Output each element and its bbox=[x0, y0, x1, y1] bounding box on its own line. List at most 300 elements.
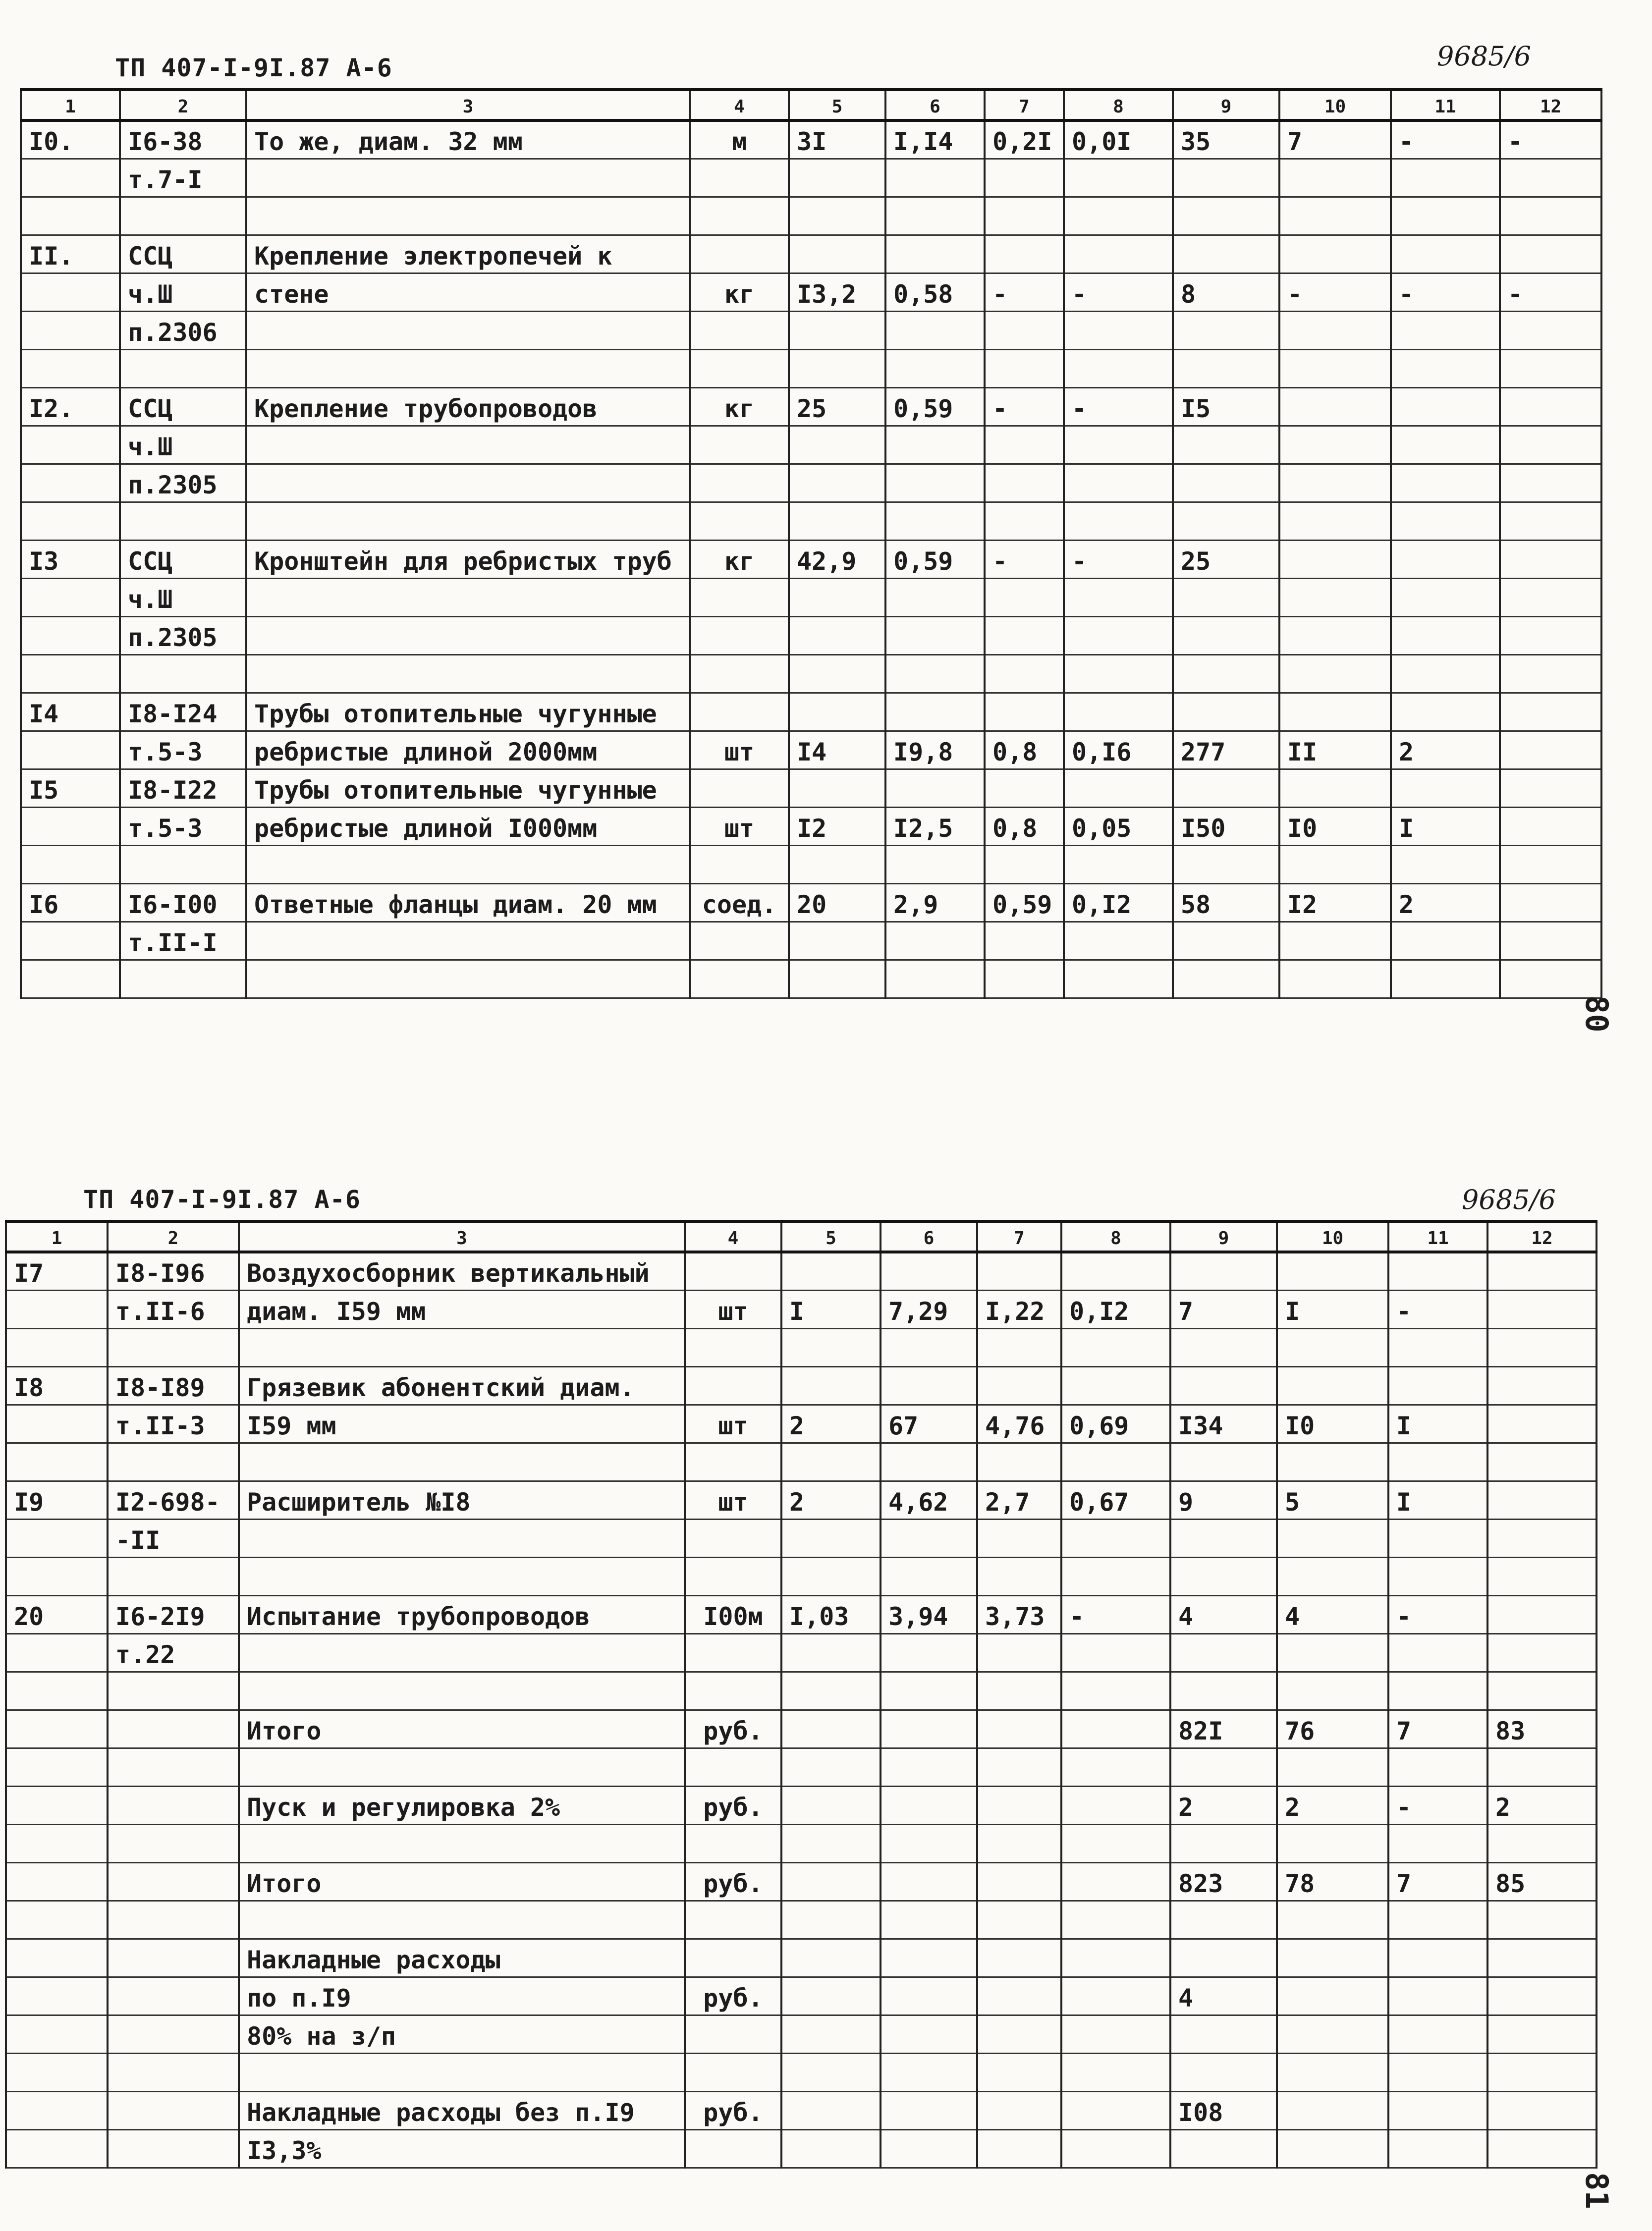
cell-col-1 bbox=[6, 1901, 108, 1939]
cell-col-5: 42,9 bbox=[789, 540, 885, 578]
cell-col-1: II. bbox=[21, 235, 120, 273]
column-header-3: 3 bbox=[239, 1221, 685, 1252]
cell-col-9: I5 bbox=[1173, 387, 1279, 426]
cell-col-8: 0,I6 bbox=[1064, 731, 1173, 769]
cell-col-7 bbox=[977, 1862, 1061, 1901]
cell-col-2: п.2305 bbox=[120, 464, 246, 502]
cell-col-10 bbox=[1279, 578, 1391, 616]
cell-col-6 bbox=[885, 769, 985, 807]
cell-col-2 bbox=[108, 2091, 239, 2129]
table-row bbox=[21, 731, 1601, 769]
cell-col-11 bbox=[1391, 197, 1500, 235]
cell-col-9 bbox=[1170, 1366, 1277, 1405]
cell-col-1 bbox=[21, 654, 120, 693]
cell-col-4 bbox=[690, 426, 789, 464]
cell-col-8 bbox=[1064, 311, 1173, 349]
cell-col-1 bbox=[6, 2091, 108, 2129]
cell-col-9 bbox=[1173, 693, 1279, 731]
cell-col-2 bbox=[108, 1557, 239, 1595]
cell-col-5 bbox=[781, 1557, 881, 1595]
cell-col-10 bbox=[1277, 1366, 1388, 1405]
cell-col-8 bbox=[1064, 693, 1173, 731]
cell-col-10 bbox=[1277, 1443, 1388, 1481]
cell-col-3 bbox=[246, 578, 690, 616]
sheet-1-page-number: 80 bbox=[1578, 995, 1615, 1033]
sheet-1-doc-number: 9685/6 bbox=[1437, 41, 1531, 72]
cell-col-11 bbox=[1391, 922, 1500, 960]
cell-col-12 bbox=[1487, 1519, 1597, 1557]
cell-col-3 bbox=[239, 1633, 685, 1672]
cell-col-8 bbox=[1061, 1328, 1170, 1366]
cell-col-6 bbox=[885, 922, 985, 960]
cell-col-1 bbox=[6, 1748, 108, 1786]
cell-col-6 bbox=[885, 349, 985, 387]
table-row bbox=[6, 1748, 1597, 1786]
cell-col-11 bbox=[1391, 616, 1500, 654]
cell-col-4 bbox=[685, 2015, 781, 2053]
cell-col-3: I3,3% bbox=[239, 2129, 685, 2168]
cell-col-6: 0,59 bbox=[885, 540, 985, 578]
cell-col-3 bbox=[246, 464, 690, 502]
cell-col-2: I2-698- bbox=[108, 1481, 239, 1519]
cell-col-7: 4,76 bbox=[977, 1405, 1061, 1443]
cell-col-12 bbox=[1487, 2129, 1597, 2168]
cell-col-2: I8-I22 bbox=[120, 769, 246, 807]
cell-col-9 bbox=[1173, 654, 1279, 693]
column-header-9: 9 bbox=[1170, 1221, 1277, 1252]
cell-col-6: I,I4 bbox=[885, 120, 985, 159]
table-row bbox=[6, 1290, 1597, 1328]
cell-col-12 bbox=[1487, 1557, 1597, 1595]
cell-col-2 bbox=[120, 349, 246, 387]
cell-col-6: 2,9 bbox=[885, 883, 985, 922]
cell-col-12 bbox=[1500, 693, 1601, 731]
cell-col-5 bbox=[781, 1710, 881, 1748]
cell-col-11 bbox=[1388, 2015, 1487, 2053]
cell-col-10 bbox=[1277, 1519, 1388, 1557]
table-row bbox=[21, 502, 1601, 540]
cell-col-4 bbox=[685, 1748, 781, 1786]
cell-col-6: 67 bbox=[881, 1405, 977, 1443]
cell-col-10: 76 bbox=[1277, 1710, 1388, 1748]
cell-col-2: I8-I89 bbox=[108, 1366, 239, 1405]
cell-col-3: Итого bbox=[239, 1862, 685, 1901]
cell-col-11 bbox=[1391, 235, 1500, 273]
cell-col-8 bbox=[1064, 616, 1173, 654]
cell-col-11 bbox=[1391, 349, 1500, 387]
cell-col-4 bbox=[685, 1557, 781, 1595]
cell-col-4 bbox=[690, 922, 789, 960]
cell-col-1 bbox=[21, 311, 120, 349]
column-header-11: 11 bbox=[1388, 1221, 1487, 1252]
cell-col-4 bbox=[685, 1519, 781, 1557]
table-row bbox=[21, 120, 1601, 159]
cell-col-3: Испытание трубопроводов bbox=[239, 1595, 685, 1633]
cell-col-7 bbox=[985, 197, 1064, 235]
cell-col-5: I4 bbox=[789, 731, 885, 769]
cell-col-9 bbox=[1170, 2129, 1277, 2168]
cell-col-11: - bbox=[1388, 1595, 1487, 1633]
cell-col-8: 0,69 bbox=[1061, 1405, 1170, 1443]
cell-col-4 bbox=[685, 1633, 781, 1672]
cell-col-8: 0,67 bbox=[1061, 1481, 1170, 1519]
cell-col-3: стене bbox=[246, 273, 690, 311]
cell-col-3: Расширитель №I8 bbox=[239, 1481, 685, 1519]
cell-col-3 bbox=[239, 1748, 685, 1786]
cell-col-11 bbox=[1391, 845, 1500, 883]
cell-col-9 bbox=[1170, 1939, 1277, 1977]
cell-col-12 bbox=[1500, 311, 1601, 349]
cell-col-2 bbox=[108, 2053, 239, 2091]
cell-col-1 bbox=[6, 1443, 108, 1481]
table-row bbox=[21, 235, 1601, 273]
cell-col-2 bbox=[108, 1672, 239, 1710]
cell-col-10 bbox=[1279, 349, 1391, 387]
cell-col-11: 2 bbox=[1391, 731, 1500, 769]
cell-col-2: т.5-3 bbox=[120, 807, 246, 845]
cell-col-4: кг bbox=[690, 273, 789, 311]
cell-col-8 bbox=[1064, 159, 1173, 197]
cell-col-7 bbox=[985, 426, 1064, 464]
cell-col-10: 5 bbox=[1277, 1481, 1388, 1519]
cell-col-5 bbox=[781, 2091, 881, 2129]
cell-col-4 bbox=[690, 960, 789, 998]
cell-col-1: I7 bbox=[6, 1252, 108, 1290]
cell-col-5 bbox=[781, 1519, 881, 1557]
cell-col-5 bbox=[781, 1977, 881, 2015]
cell-col-7: - bbox=[985, 273, 1064, 311]
cell-col-7: 0,59 bbox=[985, 883, 1064, 922]
cell-col-8 bbox=[1061, 2129, 1170, 2168]
column-header-1: 1 bbox=[21, 90, 120, 120]
cell-col-5 bbox=[781, 2053, 881, 2091]
table-row bbox=[6, 2091, 1597, 2129]
cell-col-4: шт bbox=[690, 807, 789, 845]
table-row bbox=[21, 578, 1601, 616]
cell-col-11 bbox=[1388, 1901, 1487, 1939]
cell-col-11 bbox=[1388, 2053, 1487, 2091]
cell-col-4: шт bbox=[685, 1481, 781, 1519]
cell-col-6 bbox=[881, 1710, 977, 1748]
cell-col-5 bbox=[789, 769, 885, 807]
cell-col-5 bbox=[789, 616, 885, 654]
cell-col-8 bbox=[1064, 235, 1173, 273]
cell-col-1: I4 bbox=[21, 693, 120, 731]
cell-col-2: ч.Ш bbox=[120, 273, 246, 311]
cell-col-12 bbox=[1500, 807, 1601, 845]
cell-col-3 bbox=[239, 1824, 685, 1862]
cell-col-9: I08 bbox=[1170, 2091, 1277, 2129]
table-row bbox=[6, 1366, 1597, 1405]
cell-col-7 bbox=[985, 693, 1064, 731]
cell-col-5: I2 bbox=[789, 807, 885, 845]
cell-col-6 bbox=[885, 693, 985, 731]
table-row bbox=[6, 1557, 1597, 1595]
cell-col-7 bbox=[977, 2053, 1061, 2091]
cell-col-1: I5 bbox=[21, 769, 120, 807]
cell-col-7 bbox=[977, 1633, 1061, 1672]
cell-col-8 bbox=[1061, 1786, 1170, 1824]
cell-col-11: - bbox=[1391, 273, 1500, 311]
cell-col-4: соед. bbox=[690, 883, 789, 922]
cell-col-10: I bbox=[1277, 1290, 1388, 1328]
cell-col-11 bbox=[1388, 1748, 1487, 1786]
cell-col-9: 35 bbox=[1173, 120, 1279, 159]
cell-col-12: - bbox=[1500, 120, 1601, 159]
cell-col-2: I6-38 bbox=[120, 120, 246, 159]
cell-col-2 bbox=[120, 502, 246, 540]
cell-col-1: I6 bbox=[21, 883, 120, 922]
column-header-7: 7 bbox=[985, 90, 1064, 120]
cell-col-12 bbox=[1487, 1366, 1597, 1405]
cell-col-1 bbox=[6, 2053, 108, 2091]
cell-col-2 bbox=[108, 1901, 239, 1939]
estimate-sheet-2 bbox=[0, 1154, 1652, 2231]
cell-col-9 bbox=[1170, 1748, 1277, 1786]
cell-col-9: 7 bbox=[1170, 1290, 1277, 1328]
cell-col-3 bbox=[239, 1672, 685, 1710]
cell-col-10 bbox=[1279, 311, 1391, 349]
cell-col-6: 0,59 bbox=[885, 387, 985, 426]
cell-col-4 bbox=[685, 1328, 781, 1366]
cell-col-5 bbox=[781, 1901, 881, 1939]
cell-col-6 bbox=[881, 1824, 977, 1862]
cell-col-3: Накладные расходы bbox=[239, 1939, 685, 1977]
cell-col-11: 2 bbox=[1391, 883, 1500, 922]
cell-col-1 bbox=[21, 159, 120, 197]
cell-col-7 bbox=[977, 1748, 1061, 1786]
cell-col-1 bbox=[6, 2129, 108, 2168]
cell-col-8 bbox=[1064, 960, 1173, 998]
cell-col-11 bbox=[1391, 387, 1500, 426]
cell-col-1 bbox=[21, 273, 120, 311]
cell-col-5 bbox=[781, 1328, 881, 1366]
cell-col-8: - bbox=[1064, 273, 1173, 311]
cell-col-5 bbox=[781, 1366, 881, 1405]
cell-col-12 bbox=[1500, 616, 1601, 654]
table-row bbox=[6, 1977, 1597, 2015]
cell-col-12 bbox=[1487, 1633, 1597, 1672]
table-row bbox=[6, 1786, 1597, 1824]
cell-col-5 bbox=[789, 693, 885, 731]
cell-col-8 bbox=[1061, 1748, 1170, 1786]
cell-col-4 bbox=[685, 1252, 781, 1290]
cell-col-7: 0,8 bbox=[985, 731, 1064, 769]
cell-col-8: 0,0I bbox=[1064, 120, 1173, 159]
column-header-2: 2 bbox=[120, 90, 246, 120]
cell-col-10 bbox=[1279, 616, 1391, 654]
cell-col-4 bbox=[685, 1366, 781, 1405]
cell-col-8 bbox=[1061, 1710, 1170, 1748]
cell-col-2: -II bbox=[108, 1519, 239, 1557]
cell-col-3: по п.I9 bbox=[239, 1977, 685, 2015]
cell-col-12 bbox=[1487, 1252, 1597, 1290]
cell-col-12: - bbox=[1500, 273, 1601, 311]
cell-col-12 bbox=[1500, 159, 1601, 197]
cell-col-3: диам. I59 мм bbox=[239, 1290, 685, 1328]
cell-col-10 bbox=[1277, 2129, 1388, 2168]
cell-col-10 bbox=[1277, 2015, 1388, 2053]
cell-col-7 bbox=[977, 1824, 1061, 1862]
cell-col-6 bbox=[881, 1557, 977, 1595]
cell-col-6 bbox=[885, 502, 985, 540]
cell-col-8 bbox=[1064, 502, 1173, 540]
cell-col-2: т.II-6 bbox=[108, 1290, 239, 1328]
cell-col-1 bbox=[6, 1405, 108, 1443]
cell-col-9 bbox=[1170, 1443, 1277, 1481]
cell-col-6 bbox=[881, 1366, 977, 1405]
cell-col-9: 4 bbox=[1170, 1977, 1277, 2015]
cell-col-4 bbox=[690, 578, 789, 616]
cell-col-3: Пуск и регулировка 2% bbox=[239, 1786, 685, 1824]
table-row bbox=[6, 1328, 1597, 1366]
cell-col-11 bbox=[1388, 1557, 1487, 1595]
cell-col-10 bbox=[1279, 654, 1391, 693]
column-header-6: 6 bbox=[881, 1221, 977, 1252]
cell-col-9 bbox=[1173, 769, 1279, 807]
cell-col-9: 823 bbox=[1170, 1862, 1277, 1901]
cell-col-4 bbox=[685, 1901, 781, 1939]
cell-col-11: - bbox=[1388, 1290, 1487, 1328]
cell-col-2 bbox=[120, 960, 246, 998]
cell-col-8 bbox=[1061, 1519, 1170, 1557]
cell-col-9 bbox=[1170, 1672, 1277, 1710]
cell-col-4 bbox=[690, 311, 789, 349]
cell-col-5: 2 bbox=[781, 1481, 881, 1519]
cell-col-10 bbox=[1277, 2091, 1388, 2129]
cell-col-3: Крепление трубопроводов bbox=[246, 387, 690, 426]
cell-col-12 bbox=[1500, 731, 1601, 769]
table-row bbox=[21, 464, 1601, 502]
cell-col-12 bbox=[1500, 387, 1601, 426]
cell-col-12 bbox=[1500, 540, 1601, 578]
cell-col-2 bbox=[108, 1710, 239, 1748]
column-header-5: 5 bbox=[781, 1221, 881, 1252]
cell-col-4: руб. bbox=[685, 1710, 781, 1748]
cell-col-7 bbox=[985, 464, 1064, 502]
cell-col-11: 7 bbox=[1388, 1862, 1487, 1901]
cell-col-11 bbox=[1391, 960, 1500, 998]
cell-col-5 bbox=[789, 349, 885, 387]
cell-col-9 bbox=[1170, 1557, 1277, 1595]
cell-col-8 bbox=[1061, 1366, 1170, 1405]
cell-col-12 bbox=[1487, 1405, 1597, 1443]
cell-col-8: - bbox=[1064, 387, 1173, 426]
cell-col-2 bbox=[108, 1977, 239, 2015]
table-row bbox=[6, 2053, 1597, 2091]
cell-col-4: руб. bbox=[685, 1862, 781, 1901]
cell-col-5: I bbox=[781, 1290, 881, 1328]
cell-col-1 bbox=[6, 1633, 108, 1672]
cell-col-2 bbox=[108, 1862, 239, 1901]
cell-col-9 bbox=[1173, 960, 1279, 998]
cell-col-12 bbox=[1500, 578, 1601, 616]
sheet-2-page-number: 81 bbox=[1578, 2172, 1615, 2209]
cell-col-1 bbox=[21, 845, 120, 883]
table-row bbox=[6, 1672, 1597, 1710]
table-row bbox=[21, 197, 1601, 235]
cell-col-11 bbox=[1391, 654, 1500, 693]
cell-col-3: ребристые длиной 2000мм bbox=[246, 731, 690, 769]
cell-col-4 bbox=[690, 769, 789, 807]
cell-col-10: I2 bbox=[1279, 883, 1391, 922]
cell-col-8 bbox=[1064, 578, 1173, 616]
cell-col-5 bbox=[781, 1862, 881, 1901]
cell-col-6: 7,29 bbox=[881, 1290, 977, 1328]
cell-col-1: I0. bbox=[21, 120, 120, 159]
cell-col-3: Грязевик абонентский диам. bbox=[239, 1366, 685, 1405]
cell-col-5 bbox=[781, 2129, 881, 2168]
cell-col-10 bbox=[1277, 1557, 1388, 1595]
cell-col-5 bbox=[781, 2015, 881, 2053]
cell-col-7 bbox=[985, 616, 1064, 654]
cell-col-10 bbox=[1277, 1748, 1388, 1786]
cell-col-11 bbox=[1391, 578, 1500, 616]
header-row bbox=[21, 90, 1601, 120]
cell-col-6 bbox=[881, 1328, 977, 1366]
cell-col-7 bbox=[985, 159, 1064, 197]
cell-col-2: ССЦ bbox=[120, 387, 246, 426]
cell-col-4 bbox=[685, 1939, 781, 1977]
cell-col-10 bbox=[1279, 159, 1391, 197]
cell-col-2: п.2305 bbox=[120, 616, 246, 654]
cell-col-10 bbox=[1279, 960, 1391, 998]
table-row bbox=[21, 693, 1601, 731]
cell-col-12 bbox=[1487, 1939, 1597, 1977]
cell-col-11 bbox=[1391, 426, 1500, 464]
table-row bbox=[6, 2129, 1597, 2168]
cell-col-10 bbox=[1277, 1977, 1388, 2015]
cell-col-6: 3,94 bbox=[881, 1595, 977, 1633]
cell-col-11 bbox=[1391, 464, 1500, 502]
cell-col-7 bbox=[977, 2091, 1061, 2129]
cell-col-7 bbox=[977, 2015, 1061, 2053]
cell-col-12 bbox=[1487, 1977, 1597, 2015]
cell-col-9: 58 bbox=[1173, 883, 1279, 922]
cell-col-7 bbox=[977, 1977, 1061, 2015]
cell-col-2 bbox=[108, 2015, 239, 2053]
table-row bbox=[21, 426, 1601, 464]
cell-col-10: II bbox=[1279, 731, 1391, 769]
cell-col-4 bbox=[690, 654, 789, 693]
cell-col-6: 4,62 bbox=[881, 1481, 977, 1519]
cell-col-12 bbox=[1487, 1824, 1597, 1862]
cell-col-11 bbox=[1391, 502, 1500, 540]
cell-col-7 bbox=[977, 1710, 1061, 1748]
cell-col-4: I00м bbox=[685, 1595, 781, 1633]
cell-col-8 bbox=[1064, 769, 1173, 807]
cell-col-4: шт bbox=[685, 1405, 781, 1443]
cell-col-2: п.2306 bbox=[120, 311, 246, 349]
cell-col-9 bbox=[1173, 197, 1279, 235]
cell-col-11 bbox=[1388, 1824, 1487, 1862]
cell-col-6 bbox=[881, 1519, 977, 1557]
cell-col-4 bbox=[690, 197, 789, 235]
estimate-table-2 bbox=[5, 1220, 1597, 2169]
cell-col-9: I50 bbox=[1173, 807, 1279, 845]
cell-col-2: ч.Ш bbox=[120, 578, 246, 616]
cell-col-3: ребристые длиной I000мм bbox=[246, 807, 690, 845]
cell-col-10 bbox=[1277, 1901, 1388, 1939]
column-header-7: 7 bbox=[977, 1221, 1061, 1252]
cell-col-10 bbox=[1279, 197, 1391, 235]
cell-col-11: - bbox=[1388, 1786, 1487, 1824]
table-row bbox=[6, 1405, 1597, 1443]
cell-col-1 bbox=[6, 1977, 108, 2015]
cell-col-10 bbox=[1279, 502, 1391, 540]
cell-col-6 bbox=[881, 1672, 977, 1710]
cell-col-10: 4 bbox=[1277, 1595, 1388, 1633]
